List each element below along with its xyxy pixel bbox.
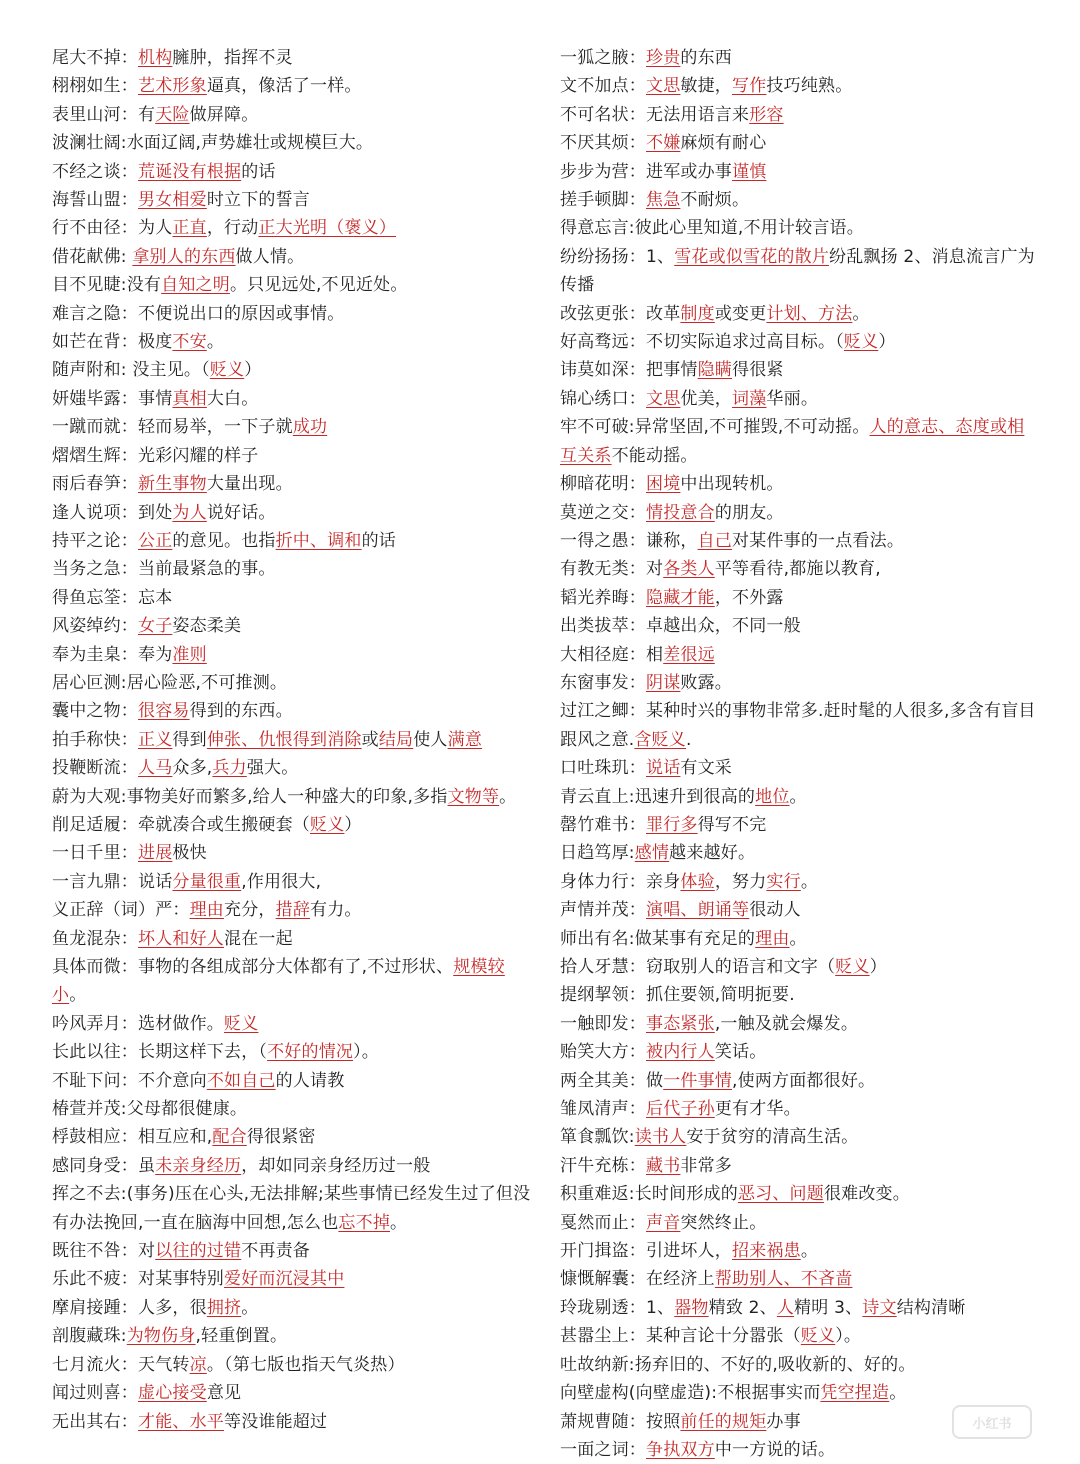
highlighted-keyword: 忘不掉 [338,1212,391,1233]
highlighted-keyword: 焦急 [646,190,681,211]
highlighted-keyword: 自知之明 [161,275,230,296]
highlighted-keyword: 差很远 [663,644,715,665]
highlighted-keyword: 阴谋 [646,672,681,693]
idiom-entry: 剖腹藏珠:为物伤身,轻重倒置。 [52,1326,288,1347]
idiom-entry: 无出其右：才能、水平等没谁能超过 [52,1411,328,1432]
idiom-entry: 步步为营：进军或办事谨慎 [560,161,767,182]
idiom-entry: 投鞭断流：人马众多,兵力强大。 [52,758,299,779]
idiom-entry: 开门揖盗：引进坏人，招来祸患。 [560,1241,819,1262]
idiom-entry: 有教无类：对各类人平等看待,都施以教育, [560,559,881,580]
highlighted-keyword: 感情 [634,843,670,864]
highlighted-keyword: 兵力 [212,758,247,779]
left-idiom-column [52,44,532,1436]
idiom-entry: 口吐珠玑：说话有文采 [560,758,733,779]
highlighted-keyword: 天险 [155,104,190,125]
highlighted-keyword: 才能、水平 [138,1411,224,1432]
idiom-entry: 不经之谈：荒诞没有根据的话 [52,161,276,182]
idiom-entry: 提纲挈领：抓住要领,简明扼要. [560,985,795,1006]
idiom-entry: 桴鼓相应：相互应和,配合得很紧密 [52,1127,316,1148]
idiom-entry: 感同身受：虽未亲身经历，却如同亲身经历过一般 [52,1155,431,1176]
highlighted-keyword: 后代子孙 [646,1099,715,1120]
idiom-entry: 师出有名:做某事有充足的理由。 [560,928,807,949]
highlighted-keyword: 帮助别人、不吝啬 [714,1269,853,1290]
idiom-entry: 得鱼忘筌：忘本 [52,587,173,608]
idiom-entry: 搓手顿脚：焦急不耐烦。 [560,190,750,211]
idiom-entry: 一日千里：进展极快 [52,843,207,864]
highlighted-keyword: 文思 [646,76,681,97]
highlighted-keyword: 人马 [138,758,173,779]
highlighted-keyword: 自己 [697,530,733,551]
highlighted-keyword: 结局 [378,729,414,750]
idiom-entry: 拾人牙慧：窃取别人的语言和文字（贬义） [560,957,887,977]
highlighted-keyword: 理由 [755,928,790,949]
highlighted-keyword: 虚心接受 [138,1383,207,1404]
idiom-entry: 雨后春笋：新生事物大量出现。 [52,474,293,495]
idiom-entry: 过江之鲫：某种时兴的事物非常多.赶时髦的人很多,多含有盲目跟风之意.含贬义. [560,701,1036,750]
idiom-entry: 好高骛远：不切实际追求过高目标。（贬义） [560,332,896,353]
idiom-entry: 罄竹难书：罪行多得写不完 [560,814,767,835]
highlighted-keyword: 不安 [172,332,207,353]
idiom-entry: 韬光养晦：隐藏才能，不外露 [560,587,784,608]
idiom-entry: 波澜壮阔:水面辽阔,声势雄壮或规模巨大。 [52,133,374,154]
highlighted-keyword: 罪行多 [646,814,698,835]
highlighted-keyword: 文物等 [447,786,500,807]
idiom-entry: 甚嚣尘上：某种言论十分嚣张（贬义）。 [560,1326,862,1347]
idiom-entry: 削足适履：牵就凑合或生搬硬套（贬义） [52,814,362,835]
highlighted-keyword: 很容易 [138,701,190,722]
highlighted-keyword: 分量很重 [172,871,242,892]
idiom-entry: 随声附和: 没主见。（贬义） [52,360,262,381]
idiom-entry: 摩肩接踵：人多，很拥挤。 [52,1297,259,1318]
idiom-entry: 尾大不掉：机构臃肿，指挥不灵 [52,48,293,68]
idiom-entry: 妍媸毕露：事情真相大白。 [52,388,259,409]
idiom-entry: 东窗事发：阴谋败露。 [560,672,733,693]
highlighted-keyword: 为人 [172,502,207,523]
idiom-entry: 吐故纳新:扬弃旧的、不好的,吸收新的、好的。 [560,1354,916,1375]
idiom-entry: 萧规曹随：按照前任的规矩办事 [560,1411,801,1432]
idiom-entry: 一得之愚：谦称，自己对某件事的一点看法。 [560,530,905,551]
idiom-entry: 柳暗花明：困境中出现转机。 [560,474,784,495]
highlighted-keyword: 拥挤 [206,1297,242,1318]
highlighted-keyword: 不如自己 [206,1070,276,1091]
idiom-entry: 一蹴而就：轻而易举，一下子就成功 [52,417,328,438]
highlighted-keyword: 形容 [749,104,784,125]
idiom-entry: 汗牛充栋：藏书非常多 [560,1155,733,1176]
highlighted-keyword: 伸张、仇恨得到消除 [206,729,362,750]
highlighted-keyword: 为物伤身 [126,1326,196,1347]
highlighted-keyword: 谨慎 [732,161,767,182]
idiom-entry: 身体力行：亲身体验，努力实行。 [560,871,819,892]
highlighted-keyword: 贬义 [843,332,879,353]
idiom-entry: 借花献佛: 拿别人的东西做人情。 [52,246,305,267]
highlighted-keyword: 折中、调和 [275,530,362,551]
idiom-entry: 风姿绰约：女子姿态柔美 [52,616,242,637]
highlighted-keyword: 体验 [680,871,715,892]
highlighted-keyword: 新生事物 [138,474,207,495]
highlighted-keyword: 制度 [680,303,715,324]
idiom-entry: 一触即发：事态紧张,一触及就会爆发。 [560,1013,859,1034]
idiom-entry: 雏凤清声：后代子孙更有才华。 [560,1099,801,1120]
idiom-entry: 熠熠生辉：光彩闪耀的样子 [52,445,259,466]
highlighted-keyword: 男女相爱 [138,190,207,211]
idiom-entry: 纷纷扬扬：1、雪花或似雪花的散片纷乱飘扬 2、消息流言广为传播 [560,246,1035,296]
idiom-entry: 海誓山盟：男女相爱时立下的誓言 [52,190,311,211]
highlighted-keyword: 贬义 [800,1326,836,1347]
highlighted-keyword: 正直 [172,218,207,239]
idiom-entry: 牢不可破:异常坚固,不可摧毁,不可动摇。人的意志、态度或相互关系不能动摇。 [560,417,1025,466]
highlighted-keyword: 人的意志、态度或相互关系 [560,417,1025,466]
highlighted-keyword: 实行 [766,871,801,892]
highlighted-keyword: 正义 [138,729,173,750]
idiom-entry: 表里山河：有天险做屏障。 [52,104,259,125]
idiom-entry: 行不由径：为人正直，行动正大光明（褒义） [52,218,397,239]
idiom-entry: 挥之不去:(事务)压在心头,无法排解;某些事情已经发生过了但没有办法挽回,一直在脑海中回想,怎么也忘不掉。 [52,1184,531,1233]
highlighted-keyword: 计划、方法 [766,303,853,324]
idiom-entry: 一言九鼎：说话分量很重,作用很大, [52,871,322,892]
highlighted-keyword: 各类人 [663,559,715,580]
highlighted-keyword: 争执双方 [646,1439,715,1460]
idiom-entry: 玲珑剔透：1、器物精致 2、人精明 3、诗文结构清晰 [560,1297,966,1318]
highlighted-keyword: 藏书 [646,1155,681,1176]
highlighted-keyword: 以往的过错 [155,1241,242,1262]
highlighted-keyword: 满意 [447,729,483,750]
idiom-entry: 一面之词：争执双方中一方说的话。 [560,1439,836,1460]
idiom-entry: 贻笑大方：被内行人笑话。 [560,1042,767,1063]
watermark-logo: 小红书 [952,1405,1032,1439]
highlighted-keyword: 贬义 [835,957,870,977]
highlighted-keyword: 公正 [138,530,173,551]
highlighted-keyword: 女子 [138,616,173,637]
idiom-entry: 难言之隐：不便说出口的原因或事情。 [52,303,345,324]
idiom-entry: 当务之急：当前最紧急的事。 [52,559,276,580]
highlighted-keyword: 写作 [732,76,767,97]
highlighted-keyword: 一件事情 [663,1070,733,1091]
idiom-entry: 具体而微：事物的各组成部分大体都有了,不过形状、规模较小。 [52,957,505,1006]
highlighted-keyword: 事态紧张 [646,1013,715,1034]
highlighted-keyword: 情投意合 [646,502,715,523]
highlighted-keyword: 雪花或似雪花的散片 [674,246,830,267]
idiom-entry: 得意忘言:彼此心里知道,不用计较言语。 [560,218,864,239]
idiom-entry: 居心叵测:居心险恶,不可推测。 [52,672,288,693]
idiom-entry: 椿萱并茂:父母都很健康。 [52,1099,248,1120]
highlighted-keyword: 理由 [189,900,225,921]
idiom-entry: 乐此不疲：对某事特别爱好而沉浸其中 [52,1269,345,1290]
idiom-entry: 文不加点：文思敏捷，写作技巧纯熟。 [560,76,853,97]
idiom-entry: 箪食瓢饮:读书人安于贫穷的清高生活。 [560,1127,859,1148]
idiom-entry: 如芒在背：极度不安。 [52,332,225,353]
idiom-entry: 长此以往：长期这样下去，（不好的情况）。 [52,1042,380,1063]
idiom-entry: 七月流火：天气转凉。（第七版也指天气炎热） [52,1354,405,1375]
highlighted-keyword: 进展 [138,843,173,864]
highlighted-keyword: 声音 [646,1212,681,1233]
idiom-entry: 慷慨解囊：在经济上帮助别人、不吝啬 [560,1269,853,1290]
highlighted-keyword: 人 [776,1297,795,1318]
idiom-entry: 两全其美：做一件事情,使两方面都很好。 [560,1070,876,1091]
idiom-entry: 改弦更张：改革制度或变更计划、方法。 [560,303,870,324]
highlighted-keyword: 珍贵 [646,48,681,68]
idiom-entry: 积重难返:长时间形成的恶习、问题很难改变。 [560,1184,910,1205]
highlighted-keyword: 器物 [674,1297,709,1318]
highlighted-keyword: 凉 [189,1354,207,1375]
idiom-entry: 不厌其烦：不嫌麻烦有耐心 [560,133,767,154]
idiom-entry: 戛然而止：声音突然终止。 [560,1212,767,1233]
idiom-entry: 拍手称快：正义得到伸张、仇恨得到消除或结局使人满意 [52,729,483,750]
right-idiom-column [560,44,1040,1464]
idiom-entry: 日趋笃厚:感情越来越好。 [560,843,756,864]
highlighted-keyword: 坏人和好人 [138,928,224,949]
highlighted-keyword: 说话 [646,758,681,779]
idiom-entry: 逢人说项：到处为人说好话。 [52,502,276,523]
highlighted-keyword: 正大光明（褒义） [258,218,397,239]
idiom-entry: 青云直上:迅速升到很高的地位。 [560,786,807,807]
highlighted-keyword: 准则 [172,644,207,665]
highlighted-keyword: 不好的情况 [267,1042,354,1063]
highlighted-keyword: 贬义 [310,814,345,835]
highlighted-keyword: 爱好而沉浸其中 [224,1269,345,1290]
idiom-entry: 囊中之物：很容易得到的东西。 [52,701,293,722]
highlighted-keyword: 凭空捏造 [820,1383,890,1404]
highlighted-keyword: 机构 [138,48,173,68]
idiom-entry: 声情并茂：演唱、朗诵等很动人 [560,900,801,921]
idiom-entry: 莫逆之交：情投意合的朋友。 [560,502,784,523]
highlighted-keyword: 读书人 [634,1127,687,1148]
idiom-entry: 锦心绣口：文思优美，词藻华丽。 [560,388,819,409]
idiom-entry: 讳莫如深：把事情隐瞒得很紧 [560,360,784,381]
idiom-entry: 不可名状：无法用语言来形容 [560,104,784,125]
highlighted-keyword: 拿别人的东西 [132,246,236,267]
idiom-entry: 大相径庭：相差很远 [560,644,715,665]
highlighted-keyword: 隐瞒 [697,360,733,381]
highlighted-keyword: 不嫌 [646,133,681,154]
idiom-entry: 一狐之腋：珍贵的东西 [560,48,733,68]
highlighted-keyword: 演唱、朗诵等 [646,900,750,921]
highlighted-keyword: 词藻 [732,388,767,409]
idiom-entry: 义正辞（词）严：理由充分，措辞有力。 [52,900,362,921]
idiom-entry: 持平之论：公正的意见。也指折中、调和的话 [52,530,397,551]
highlighted-keyword: 未亲身经历 [155,1155,242,1176]
highlighted-keyword: 措辞 [275,900,311,921]
highlighted-keyword: 真相 [172,388,207,409]
highlighted-keyword: 诗文 [862,1297,897,1318]
idiom-entry: 闻过则喜：虚心接受意见 [52,1383,242,1404]
highlighted-keyword: 文思 [646,388,681,409]
highlighted-keyword: 困境 [646,474,681,495]
highlighted-keyword: 含贬义 [634,729,687,750]
highlighted-keyword: 隐藏才能 [646,587,715,608]
idiom-entry: 目不见睫:没有自知之明。只见远处,不见近处。 [52,275,408,296]
highlighted-keyword: 被内行人 [646,1042,715,1063]
highlighted-keyword: 招来祸患 [732,1241,801,1262]
highlighted-keyword: 前任的规矩 [680,1411,767,1432]
highlighted-keyword: 成功 [292,417,328,438]
idiom-entry: 奉为圭臬：奉为准则 [52,644,207,665]
highlighted-keyword: 配合 [212,1127,247,1148]
idiom-entry: 出类拔萃：卓越出众，不同一般 [560,616,801,637]
idiom-entry: 吟风弄月：选材做作。贬义 [52,1013,259,1034]
highlighted-keyword: 地位 [755,786,790,807]
idiom-entry: 既往不咎：对以往的过错不再责备 [52,1241,311,1262]
highlighted-keyword: 荒诞没有根据 [138,161,242,182]
highlighted-keyword: 艺术形象 [138,76,207,97]
highlighted-keyword: 规模较小 [52,957,505,1006]
highlighted-keyword: 贬义 [224,1013,259,1034]
highlighted-keyword: 贬义 [209,360,245,381]
highlighted-keyword: 恶习、问题 [737,1184,824,1205]
idiom-entry: 不耻下问：不介意向不如自己的人请教 [52,1070,345,1091]
idiom-entry: 栩栩如生：艺术形象逼真，像活了一样。 [52,76,362,97]
idiom-entry: 蔚为大观:事物美好而繁多,给人一种盛大的印象,多指文物等。 [52,786,517,807]
idiom-entry: 向壁虚构(向壁虚造):不根据事实而凭空捏造。 [560,1383,907,1404]
idiom-entry: 鱼龙混杂：坏人和好人混在一起 [52,928,293,949]
